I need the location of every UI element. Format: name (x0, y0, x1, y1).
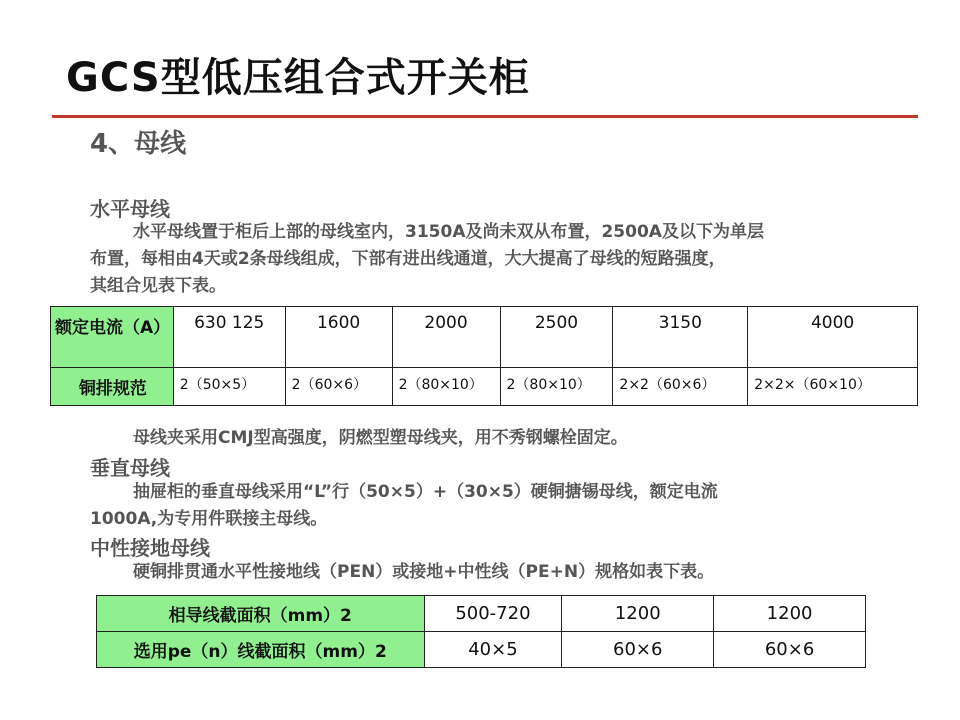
table-cell: 1200 (714, 596, 866, 632)
table-cell: 2（80×10） (392, 368, 500, 406)
vertical-text-line-2: 1000A,为专用件联接主母线。 (90, 509, 328, 529)
table-cell: 40×5 (424, 632, 562, 668)
table-cell: 3150 (613, 307, 748, 368)
table-cell: 60×6 (562, 632, 714, 668)
section-heading: 4、母线 (90, 129, 187, 159)
table-cell: 2×2（60×6） (613, 368, 748, 406)
table-row (51, 307, 918, 368)
table-cell: 2（60×6） (285, 368, 392, 406)
horizontal-text-line-3: 其组合见表下表。 (90, 276, 226, 296)
clip-note: 母线夹采用CMJ型高强度，阴燃型塑母线夹，用不秀钢螺栓固定。 (133, 428, 628, 448)
table-cell: 630 125 (173, 307, 285, 368)
slide-title: GCS型低压组合式开关柜 (66, 55, 530, 101)
table-cell: 60×6 (714, 632, 866, 668)
table-cell: 1600 (285, 307, 392, 368)
neutral-text-line: 硬铜排贯通水平性接地线（PEN）或接地+中性线（PE+N）规格如表下表。 (133, 562, 715, 582)
table-cell: 2×2×（60×10） (748, 368, 918, 406)
table-cell: 2500 (500, 307, 613, 368)
table-cell: 2（50×5） (173, 368, 285, 406)
phase-section-header: 相导线截面积（mm）2 (97, 596, 425, 632)
copper-spec-header: 铜排规范 (51, 368, 174, 406)
table-row (51, 368, 918, 406)
vertical-busbar-heading: 垂直母线 (90, 456, 170, 480)
busbar-spec-table (50, 306, 918, 406)
table-row (97, 596, 866, 632)
table-cell: 2000 (392, 307, 500, 368)
neutral-busbar-heading: 中性接地母线 (90, 536, 210, 560)
table-cell: 2（80×10） (500, 368, 613, 406)
table-cell: 1200 (562, 596, 714, 632)
horizontal-text-line-1: 水平母线置于柜后上部的母线室内，3150A及尚未双从布置，2500A及以下为单层 (133, 222, 764, 242)
vertical-text-line-1: 抽屉柜的垂直母线采用“L”行（50×5）+（30×5）硬铜搪锡母线，额定电流 (133, 482, 718, 502)
horizontal-text-line-2: 布置，每相由4天或2条母线组成，下部有进出线通道，大大提高了母线的短路强度， (90, 249, 726, 269)
horizontal-busbar-heading: 水平母线 (90, 197, 170, 221)
rated-current-header: 额定电流（A） (51, 307, 174, 368)
table-cell: 4000 (748, 307, 918, 368)
table-row (97, 632, 866, 668)
table-cell: 500-720 (424, 596, 562, 632)
title-divider (52, 115, 918, 118)
conductor-section-table (96, 595, 866, 668)
pe-section-header: 选用pe（n）线截面积（mm）2 (97, 632, 425, 668)
